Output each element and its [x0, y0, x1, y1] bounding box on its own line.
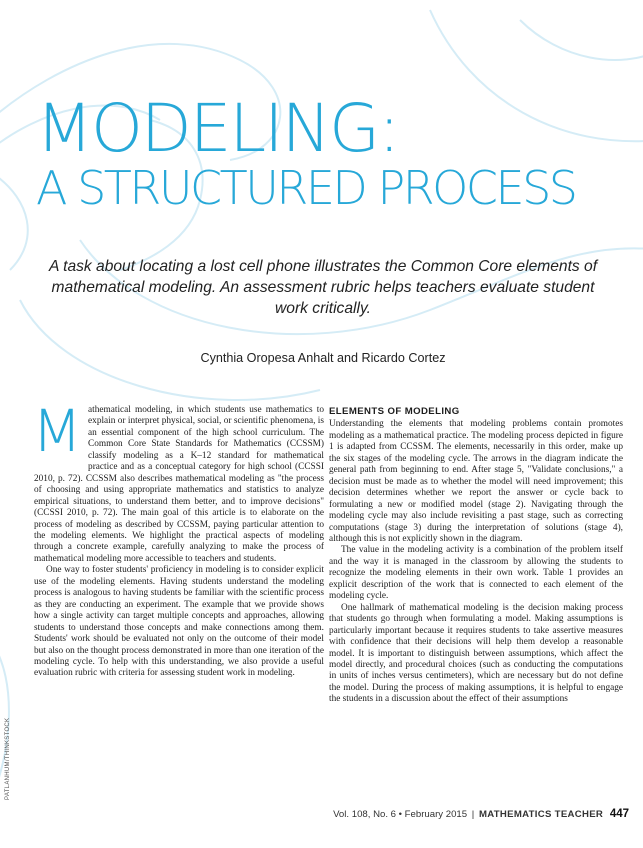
article-title — [36, 90, 636, 215]
title-line-1: MODELING: — [36, 90, 399, 167]
left-paragraph — [32, 397, 324, 565]
title-line-2: A STRUCTURED PROCESS — [36, 161, 576, 215]
magazine-name: MATHEMATICS TEACHER — [478, 809, 604, 820]
right-paragraph: One hallmark of mathematical modeling is the decision making process that students go through when formulating a model. Making assumptions is particularly important because it requires students to take assertive measures with confidence that their decisions will help them develop a reasonable model. It is important to distinguish between assumptions, which affect the model directly, and procedural choices (such as conducting the computations in units of inches versus centimeters), which are necessary but do not define the model. During the process of making assumptions, it is helpful to engage the students in a discussion about the effect of their assumptions — [329, 602, 623, 705]
left-paragraph: One way to foster students' proficiency in modeling is to consider explicit use of the modeling elements. Having students understand the modeling process is analogous to having students be familiar with the scientific process as they are conducting an experiment. The example that we provide shows how a single activity can target multiple concepts and approaches, allowing students to understand those concepts and make connections among them. Students' work should be evaluated not only on the outcome of their model but also on the thought process demonstrated in more than one iteration of the modeling cycle. To help with this understanding, we also provide a useful evaluation rubric with criteria for assessing student work in modeling. — [34, 565, 324, 679]
right-paragraph: Understanding the elements that modeling problems contain promotes modeling as a mathematical practice. The modeling process depicted in figure 1 is adapted from CCSSM. The elements, necessarily in this order, make up the six stages of the modeling cycle. The arrows in the diagram indicate the general path from beginning to end. After stage 5, "Validate conclusions," a decision must be made as to whether the model will need improvement; this decision determines whether we report the answer or cycle back to formulating a new or modified model (stage 2). Navigating through the modeling cycle may also include revisiting a past stage, such as correcting computations (stage 3) during the interpretation of solutions (stage 4), although this is not explicitly shown in the diagram. — [329, 419, 623, 544]
page-footer — [333, 808, 629, 820]
issue-info: Vol. 108, No. 6 • February 2015 — [333, 809, 468, 820]
article-deck: A task about locating a lost cell phone illustrates the Common Core elements of mathematical modeling. An assessment rubric helps teachers evaluate student work critically. — [48, 258, 598, 317]
author-byline: Cynthia Oropesa Anhalt and Ricardo Cortez — [200, 351, 446, 365]
photo-credit: PATLANHUM/THINKSTOCK — [5, 717, 11, 800]
drop-cap: M — [32, 397, 83, 465]
section-heading: ELEMENTS OF MODELING — [329, 406, 460, 417]
right-column — [329, 406, 623, 706]
footer-separator: | — [471, 809, 475, 820]
page-number: 447 — [609, 808, 629, 820]
right-paragraph: The value in the modeling activity is a combination of the problem itself and the way it is managed in the classroom by allowing the students to recognize the modeling elements in their own work. Table 1 provides an explicit description of the work that is connected to each element of the modeling cycle. — [329, 545, 623, 602]
left-column — [32, 397, 324, 680]
left-paragraph-text: athematical modeling, in which students use mathematics to explain or interpret physical, social, or scientific phenomena, is an essential component of the high school curriculum. The Common Core State Standards for Mathematics (CCSSM) classify modeling as a K–12 standard for mathematical practice and as a conceptual category for high school (CCSSI 2010, p. 72). CCSSM also describes mathematical modeling as "the process of choosing and using appropriate mathematics and statistics to analyze empirical situations, to understand them better, and to improve decisions" (CCSSI 2010, p. 72). The main goal of this article is to elaborate on the process of modeling as described by CCSSM, paying particular attention to the modeling elements. We highlight the practical aspects of modeling through a concrete example, carefully analyzing to make the process of mathematical modeling more accessible to teachers and students. — [34, 405, 324, 564]
